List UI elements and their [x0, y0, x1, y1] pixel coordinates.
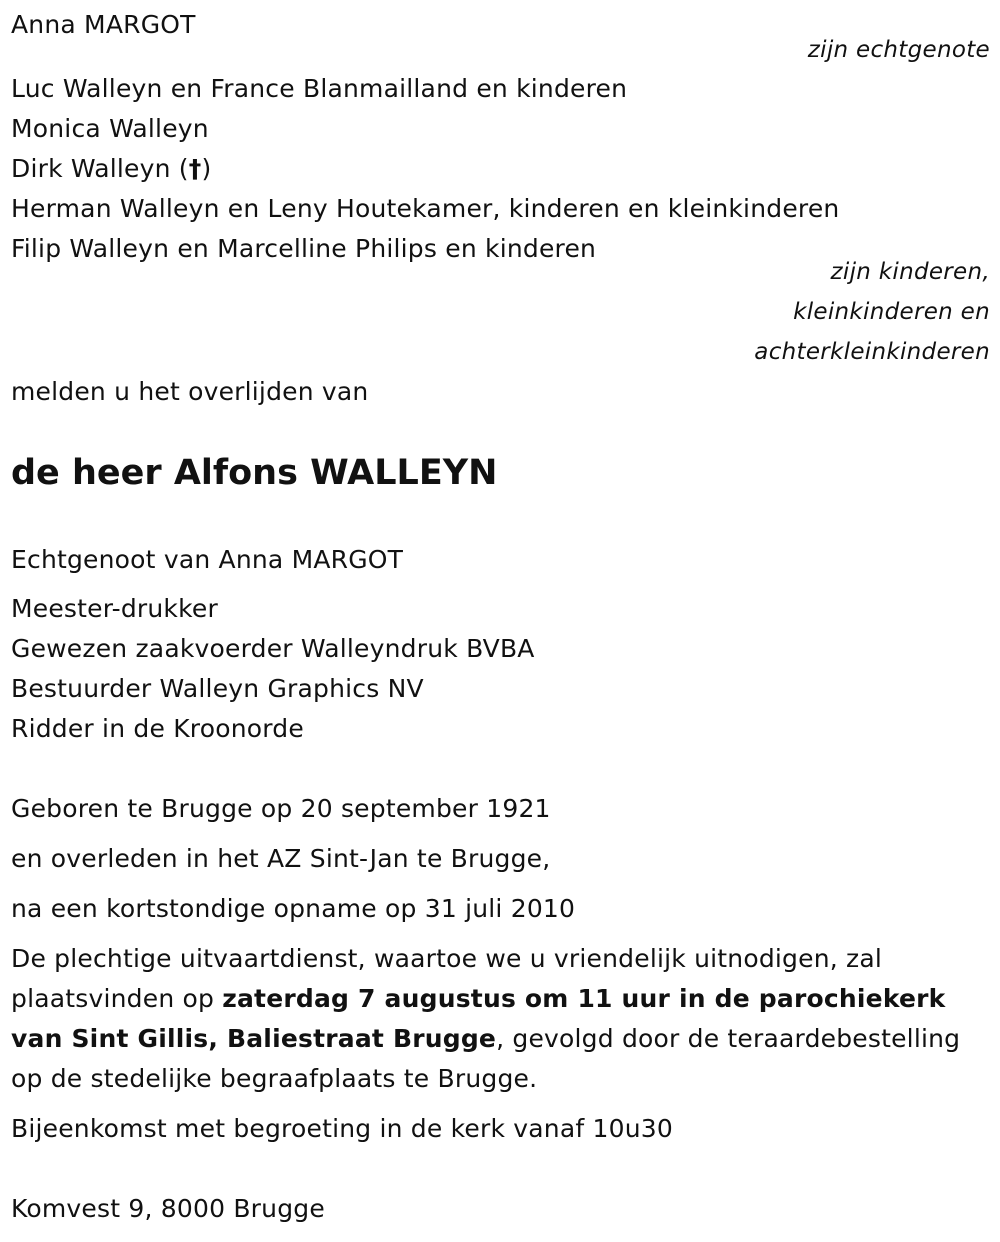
child-line-2: Monica Walleyn [11, 114, 209, 143]
child-line-3-close: ) [201, 154, 212, 183]
cross-icon: † [188, 154, 202, 183]
title-2: Meester-drukker [11, 594, 218, 623]
spouse-role: zijn echtgenote [807, 37, 990, 63]
child-line-5: Filip Walleyn en Marcelline Philips en kinderen [11, 234, 597, 263]
child-line-3-text: Dirk Walleyn ( [11, 154, 189, 183]
title-5: Ridder in de Kroonorde [11, 714, 304, 743]
children-role-3: achterkleinkinderen [754, 339, 990, 365]
spouse-name: Anna MARGOT [11, 10, 196, 39]
service-intro: De plechtige uitvaartdienst, waartoe we u vriendelijk uitnodigen, zal plaatsvinden op [11, 944, 883, 1013]
gathering-line: Bijeenkomst met begroeting in de kerk vanaf 10u30 [11, 1114, 673, 1143]
children-role-1: zijn kinderen, [830, 259, 990, 285]
announcement: melden u het overlijden van [11, 377, 369, 406]
death-line: en overleden in het AZ Sint-Jan te Brugge, [11, 844, 551, 873]
child-line-3 [11, 149, 211, 189]
title-4: Bestuurder Walleyn Graphics NV [11, 674, 424, 703]
address-line: Komvest 9, 8000 Brugge [11, 1194, 325, 1223]
child-line-1: Luc Walleyn en France Blanmailland en kinderen [11, 74, 628, 103]
children-role-2: kleinkinderen en [793, 299, 990, 325]
service-details: zaterdag 7 augustus om 11 uur in de parochiekerk van Sint Gillis, Baliestraat Brugge [11, 984, 946, 1053]
service-paragraph [11, 939, 991, 1099]
birth-line: Geboren te Brugge op 20 september 1921 [11, 794, 551, 823]
title-1: Echtgenoot van Anna MARGOT [11, 545, 404, 574]
title-3: Gewezen zaakvoerder Walleyndruk BVBA [11, 634, 535, 663]
child-line-4: Herman Walleyn en Leny Houtekamer, kinderen en kleinkinderen [11, 194, 840, 223]
admission-line: na een kortstondige opname op 31 juli 2010 [11, 894, 576, 923]
deceased-name: de heer Alfons WALLEYN [11, 453, 498, 493]
service-outro: , gevolgd door de teraardebestelling op de stedelijke begraafplaats te Brugge. [11, 1024, 961, 1093]
